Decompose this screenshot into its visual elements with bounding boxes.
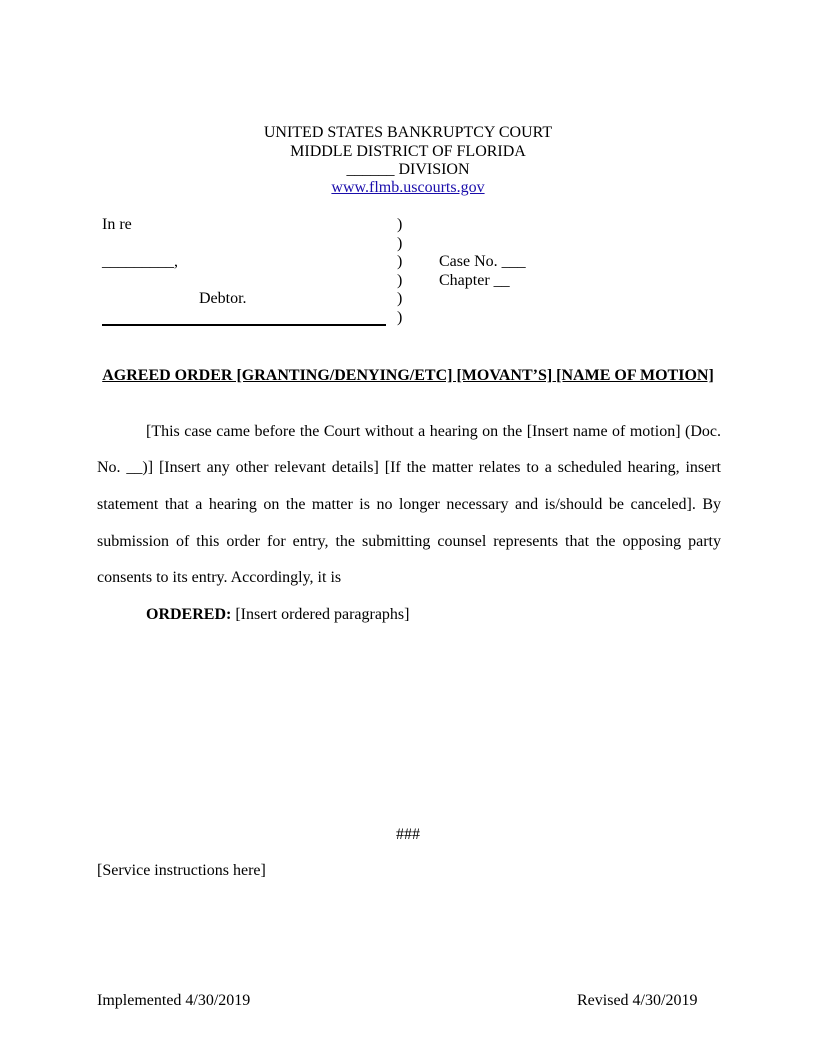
footer-revised: Revised 4/30/2019 [577, 992, 698, 1009]
debtor-label: Debtor. [199, 290, 247, 307]
case-number: Case No. ___ [439, 253, 526, 270]
debtor-name-blank: _________, [102, 253, 178, 270]
ordered-text: [Insert ordered paragraphs] [231, 606, 410, 623]
caption-rule [102, 324, 386, 326]
caption-paren: ) [397, 290, 403, 307]
service-instructions: [Service instructions here] [97, 862, 266, 879]
court-name: UNITED STATES BANKRUPTCY COURT [263, 124, 553, 141]
caption-paren: ) [397, 309, 403, 326]
ordered-paragraph [146, 606, 409, 624]
caption-paren: ) [397, 216, 403, 233]
caption-paren: ) [397, 235, 403, 252]
ordered-label: ORDERED: [146, 606, 232, 623]
body-line: submission of this order for entry, the submitting counsel represents that the opposing party [97, 533, 721, 550]
footer-implemented: Implemented 4/30/2019 [97, 992, 251, 1009]
chapter-number: Chapter __ [439, 272, 510, 289]
website-line [0, 179, 816, 197]
body-line: [This case came before the Court without a hearing on the [Insert name of motion] (Doc. [146, 423, 721, 440]
caption-paren: ) [397, 272, 403, 289]
body-line: statement that a hearing on the matter is no longer necessary and is/should be canceled]. By [97, 496, 721, 513]
body-line: No. __)] [Insert any other relevant details] [If the matter relates to a scheduled hearing, insert [97, 459, 721, 476]
in-re-label: In re [102, 216, 132, 233]
end-mark: ### [396, 826, 420, 843]
body-line: consents to its entry. Accordingly, it is [97, 569, 342, 586]
caption-paren: ) [397, 253, 403, 270]
order-title: AGREED ORDER [GRANTING/DENYING/ETC] [MOVANT’S] [NAME OF MOTION] [102, 367, 714, 384]
website-link[interactable]: www.flmb.uscourts.gov [331, 179, 485, 196]
district-name: MIDDLE DISTRICT OF FLORIDA [290, 143, 526, 160]
division-name: ______ DIVISION [346, 161, 470, 178]
